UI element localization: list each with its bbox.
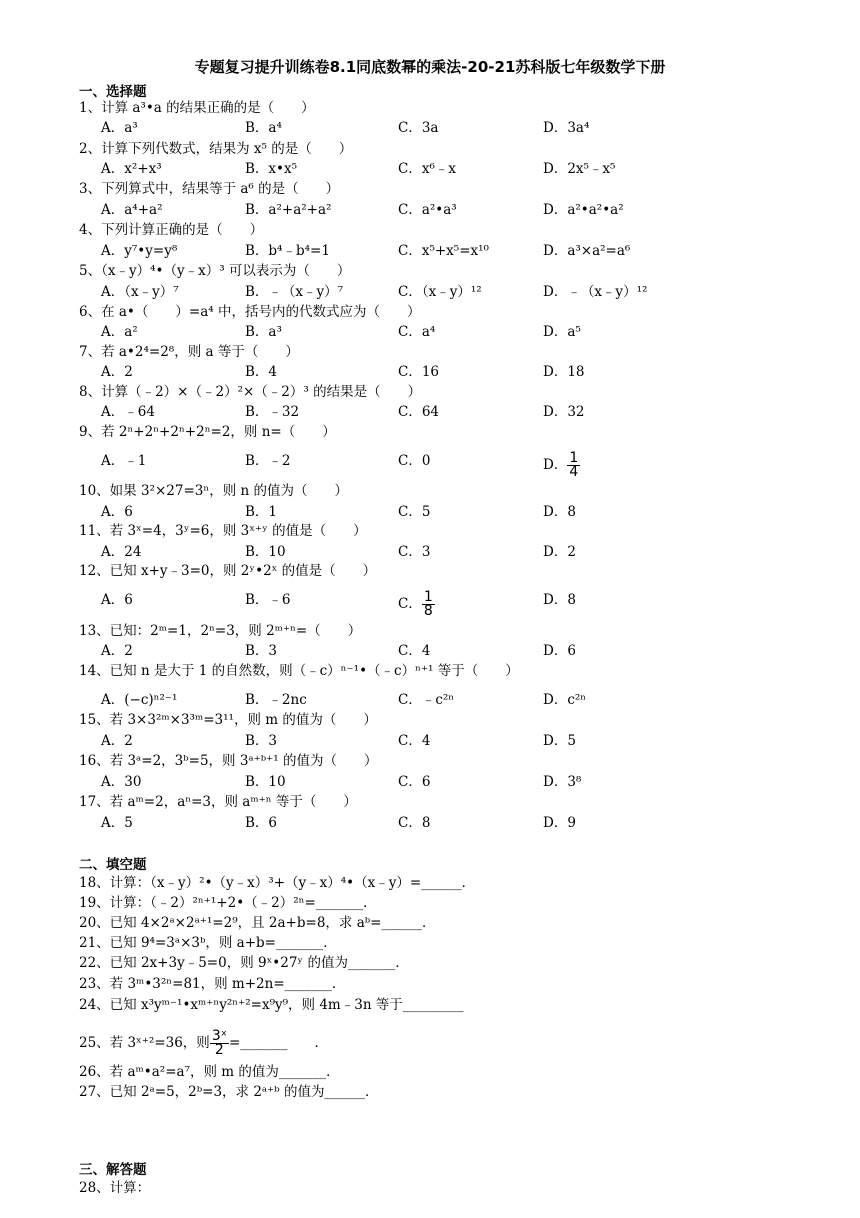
option-text: A．x²+x³ (101, 161, 162, 177)
question-23 (79, 975, 345, 993)
option-text: A．（x﹣y）⁷ (101, 284, 179, 300)
option-b (245, 732, 277, 750)
option-text: B．6 (245, 815, 278, 831)
option-text: C． (398, 596, 422, 612)
options-row (0, 589, 860, 619)
option-text: B．3 (245, 733, 278, 749)
section-heading-fill: 二、填空题 (79, 857, 147, 873)
option-a (101, 773, 141, 791)
section-heading-choice: 一、选择题 (79, 84, 147, 100)
question-7: 7、若 a•2⁴=2⁸，则 a 等于（ ） (79, 344, 299, 360)
question-2: 2、计算下列代数式，结果为 x⁵ 的是（ ） (79, 141, 353, 157)
option-d (543, 160, 615, 178)
option-text: B．1 (245, 504, 278, 520)
option-text: B．﹣2 (245, 453, 291, 469)
option-c (398, 814, 430, 832)
option-d (543, 283, 647, 301)
question-text: 24、已知 x³yᵐ⁻¹•xᵐ⁺ⁿy²ⁿ⁺²=x⁹y⁹，则 4m﹣3n 等于_________ (79, 997, 464, 1013)
option-a (101, 403, 155, 421)
option-text: C．x⁶﹣x (398, 161, 456, 177)
question-17: 17、若 aᵐ=2，aⁿ=3，则 aᵐ⁺ⁿ 等于（ ） (79, 794, 357, 810)
options-row (0, 773, 860, 791)
question-text: 25、若 3ˣ⁺²=36，则 (79, 1035, 210, 1051)
option-text: D．9 (543, 815, 576, 831)
option-text: B．4 (245, 364, 278, 380)
options-row (0, 814, 860, 832)
question-9: 9、若 2ⁿ+2ⁿ+2ⁿ+2ⁿ=2，则 n=（ ） (79, 424, 336, 440)
option-text: A．﹣64 (101, 404, 155, 420)
option-a (101, 543, 141, 561)
option-text: C．x⁵+x⁵=x¹⁰ (398, 243, 489, 259)
option-text: A．5 (101, 815, 133, 831)
option-c (398, 323, 435, 341)
question-21 (79, 934, 337, 952)
option-text: B．﹣2nc (245, 692, 307, 708)
option-text: D．8 (543, 592, 576, 608)
options-row (0, 283, 860, 301)
question-10: 10、如果 3²×27=3ⁿ，则 n 的值为（ ） (79, 483, 348, 499)
option-a (101, 691, 177, 709)
options-row (0, 201, 860, 219)
option-text: A．﹣1 (101, 453, 147, 469)
option-text: C．3a (398, 120, 439, 136)
option-text: A．6 (101, 592, 133, 608)
option-text: C．0 (398, 453, 431, 469)
option-c (398, 691, 454, 709)
options-row (0, 160, 860, 178)
option-d (543, 543, 576, 561)
option-b (245, 691, 307, 709)
option-b (245, 814, 277, 832)
option-text: C．4 (398, 643, 431, 659)
option-a (101, 452, 146, 470)
option-d (543, 691, 586, 709)
question-13: 13、已知：2ᵐ=1，2ⁿ=3，则 2ᵐ⁺ⁿ=（ ） (79, 623, 362, 639)
option-c (398, 201, 457, 219)
fraction-numerator: 1 (569, 450, 579, 466)
option-b (245, 503, 277, 521)
question-15: 15、若 3×3²ᵐ×3³ᵐ=3¹¹，则 m 的值为（ ） (79, 712, 377, 728)
option-a (101, 119, 138, 137)
question-6: 6、在 a•（ ）=a⁴ 中，括号内的代数式应为（ ） (79, 304, 421, 320)
option-text: D．﹣（x﹣y）¹² (543, 284, 648, 300)
question-text: 20、已知 4×2ᵃ×2ᵃ⁺¹=2⁹，且 2a+b=8，求 aᵇ=______． (79, 915, 436, 931)
option-text: D．2x⁵﹣x⁵ (543, 161, 616, 177)
section-heading-answer: 三、解答题 (79, 1162, 147, 1178)
question-16: 16、若 3ᵃ=2，3ᵇ=5，则 3ᵃ⁺ᵇ⁺¹ 的值为（ ） (79, 753, 378, 769)
question-text: 27、已知 2ᵃ=5，2ᵇ=3，求 2ᵃ⁺ᵇ 的值为______． (79, 1084, 379, 1100)
question-text: 18、计算：（x﹣y）²•（y﹣x）³+（y﹣x）⁴•（x﹣y）=______． (79, 875, 476, 891)
option-text: D．6 (543, 643, 576, 659)
option-b (245, 242, 330, 260)
option-a (101, 642, 133, 660)
option-b (245, 283, 343, 301)
option-c (398, 119, 438, 137)
option-a (101, 503, 133, 521)
option-a (101, 283, 179, 301)
option-b (245, 119, 282, 137)
option-text: B．3 (245, 643, 278, 659)
fraction (422, 591, 435, 618)
option-text: C．8 (398, 815, 431, 831)
option-a (101, 363, 133, 381)
option-b (245, 591, 291, 609)
option-d (543, 242, 630, 260)
option-c (398, 773, 430, 791)
question-tail: =_______ ． (228, 1035, 328, 1051)
options-row (0, 450, 860, 480)
fraction-numerator: 3ˣ (211, 1028, 227, 1044)
options-row (0, 732, 860, 750)
option-b (245, 201, 331, 219)
question-3: 3、下列算式中，结果等于 a⁶ 的是（ ） (79, 181, 340, 197)
option-text: C．a²•a³ (398, 202, 457, 218)
options-row (0, 242, 860, 260)
option-text: B．a²+a²+a² (245, 202, 332, 218)
option-a (101, 814, 133, 832)
option-text: A．2 (101, 733, 133, 749)
option-text: D．8 (543, 504, 576, 520)
question-18 (79, 874, 475, 892)
option-d (543, 773, 581, 791)
option-d (543, 732, 576, 750)
question-text: 19、计算：（﹣2）²ⁿ⁺¹+2•（﹣2）²ⁿ=_______． (79, 895, 377, 911)
question-22 (79, 954, 409, 972)
fraction-denominator: 4 (569, 464, 579, 480)
question-text: 26、若 aᵐ•a²=a⁷，则 m 的值为_______． (79, 1064, 340, 1080)
options-row (0, 119, 860, 137)
option-d (543, 642, 576, 660)
option-text: B．﹣6 (245, 592, 291, 608)
question-4: 4、下列计算正确的是（ ） (79, 222, 264, 238)
option-text: A．6 (101, 504, 133, 520)
option-text: C．（x﹣y）¹² (398, 284, 482, 300)
option-d (543, 503, 576, 521)
options-row (0, 691, 860, 709)
option-a (101, 242, 177, 260)
option-c (398, 403, 439, 421)
options-row (0, 642, 860, 660)
option-text: B．10 (245, 774, 286, 790)
options-row (0, 503, 860, 521)
options-row (0, 363, 860, 381)
option-text: B．﹣（x﹣y）⁷ (245, 284, 344, 300)
option-text: C．6 (398, 774, 431, 790)
question-25 (79, 1030, 328, 1057)
question-11: 11、若 3ˣ=4，3ʸ=6，则 3ˣ⁺ʸ 的值是（ ） (79, 523, 367, 539)
option-text: B．10 (245, 544, 286, 560)
option-text: D．c²ⁿ (543, 692, 587, 708)
option-a (101, 591, 133, 609)
option-d (543, 452, 580, 479)
question-20 (79, 914, 435, 932)
question-26 (79, 1063, 340, 1081)
page-title: 专题复习提升训练卷8.1同底数幂的乘法-20-21苏科版七年级数学下册 (194, 58, 666, 76)
option-text: D．32 (543, 404, 585, 420)
options-row (0, 543, 860, 561)
option-text: A．2 (101, 643, 133, 659)
question-1: 1、计算 a³•a 的结果正确的是（ ） (79, 100, 315, 116)
option-c (398, 543, 430, 561)
option-text: D．5 (543, 733, 576, 749)
option-text: A．2 (101, 364, 133, 380)
option-c (398, 591, 435, 618)
option-text: B．a⁴ (245, 120, 282, 136)
option-b (245, 323, 282, 341)
fraction (210, 1030, 229, 1057)
option-text: C．a⁴ (398, 324, 436, 340)
option-text: C．3 (398, 544, 431, 560)
option-text: C．16 (398, 364, 440, 380)
option-d (543, 403, 585, 421)
option-text: C．5 (398, 504, 431, 520)
option-c (398, 363, 439, 381)
option-text: C．﹣c²ⁿ (398, 692, 455, 708)
fraction (567, 452, 580, 479)
fraction-denominator: 2 (214, 1042, 224, 1058)
option-c (398, 732, 430, 750)
option-text: D．18 (543, 364, 585, 380)
options-row (0, 403, 860, 421)
option-text: A．a² (101, 324, 138, 340)
option-c (398, 160, 456, 178)
question-text: 22、已知 2x+3y﹣5=0，则 9ˣ•27ʸ 的值为_______． (79, 955, 409, 971)
option-text: D．2 (543, 544, 576, 560)
option-a (101, 732, 133, 750)
option-text: C．4 (398, 733, 431, 749)
option-text: C．64 (398, 404, 440, 420)
option-text: B．b⁴﹣b⁴=1 (245, 243, 330, 259)
option-b (245, 543, 286, 561)
option-text: D．a⁵ (543, 324, 581, 340)
option-b (245, 452, 291, 470)
question-14: 14、已知 n 是大于 1 的自然数，则（﹣c）ⁿ⁻¹•（﹣c）ⁿ⁺¹ 等于（ ） (79, 663, 519, 679)
option-c (398, 503, 430, 521)
option-text: A．24 (101, 544, 142, 560)
option-text: B．a³ (245, 324, 282, 340)
option-d (543, 814, 576, 832)
option-d (543, 119, 589, 137)
option-c (398, 452, 430, 470)
option-d (543, 591, 576, 609)
option-b (245, 363, 277, 381)
option-b (245, 403, 299, 421)
question-12: 12、已知 x+y﹣3=0，则 2ʸ•2ˣ 的值是（ ） (79, 563, 377, 579)
option-text: D．a²•a²•a² (543, 202, 624, 218)
option-text: D．3a⁴ (543, 120, 590, 136)
option-b (245, 773, 286, 791)
question-24 (79, 996, 464, 1014)
options-row (0, 323, 860, 341)
fraction-denominator: 8 (423, 603, 433, 619)
fraction-numerator: 1 (423, 589, 433, 605)
option-text: A．(−c)ⁿ²⁻¹ (101, 692, 178, 708)
option-d (543, 363, 585, 381)
option-text: A．30 (101, 774, 142, 790)
option-text: D． (543, 457, 568, 473)
option-b (245, 160, 297, 178)
option-b (245, 642, 277, 660)
option-d (543, 201, 624, 219)
option-c (398, 642, 430, 660)
question-text: 21、已知 9⁴=3ᵃ×3ᵇ，则 a+b=_______． (79, 935, 337, 951)
option-a (101, 160, 162, 178)
option-a (101, 323, 138, 341)
option-c (398, 283, 482, 301)
option-text: A．a⁴+a² (101, 202, 163, 218)
question-27 (79, 1083, 378, 1101)
option-c (398, 242, 489, 260)
question-8: 8、计算（﹣2）×（﹣2）²×（﹣2）³ 的结果是（ ） (79, 384, 422, 400)
option-text: B．x•x⁵ (245, 161, 298, 177)
question-28: 28、计算： (79, 1180, 151, 1196)
option-text: A．y⁷•y=y⁸ (101, 243, 178, 259)
question-19 (79, 894, 377, 912)
option-text: A．a³ (101, 120, 138, 136)
option-text: D．a³×a²=a⁶ (543, 243, 631, 259)
option-text: B．﹣32 (245, 404, 300, 420)
option-text: D．3⁸ (543, 774, 582, 790)
question-5: 5、（x﹣y）⁴•（y﹣x）³ 可以表示为（ ） (79, 263, 351, 279)
option-a (101, 201, 162, 219)
question-text: 23、若 3ᵐ•3²ⁿ=81，则 m+2n=_______． (79, 976, 346, 992)
option-d (543, 323, 581, 341)
